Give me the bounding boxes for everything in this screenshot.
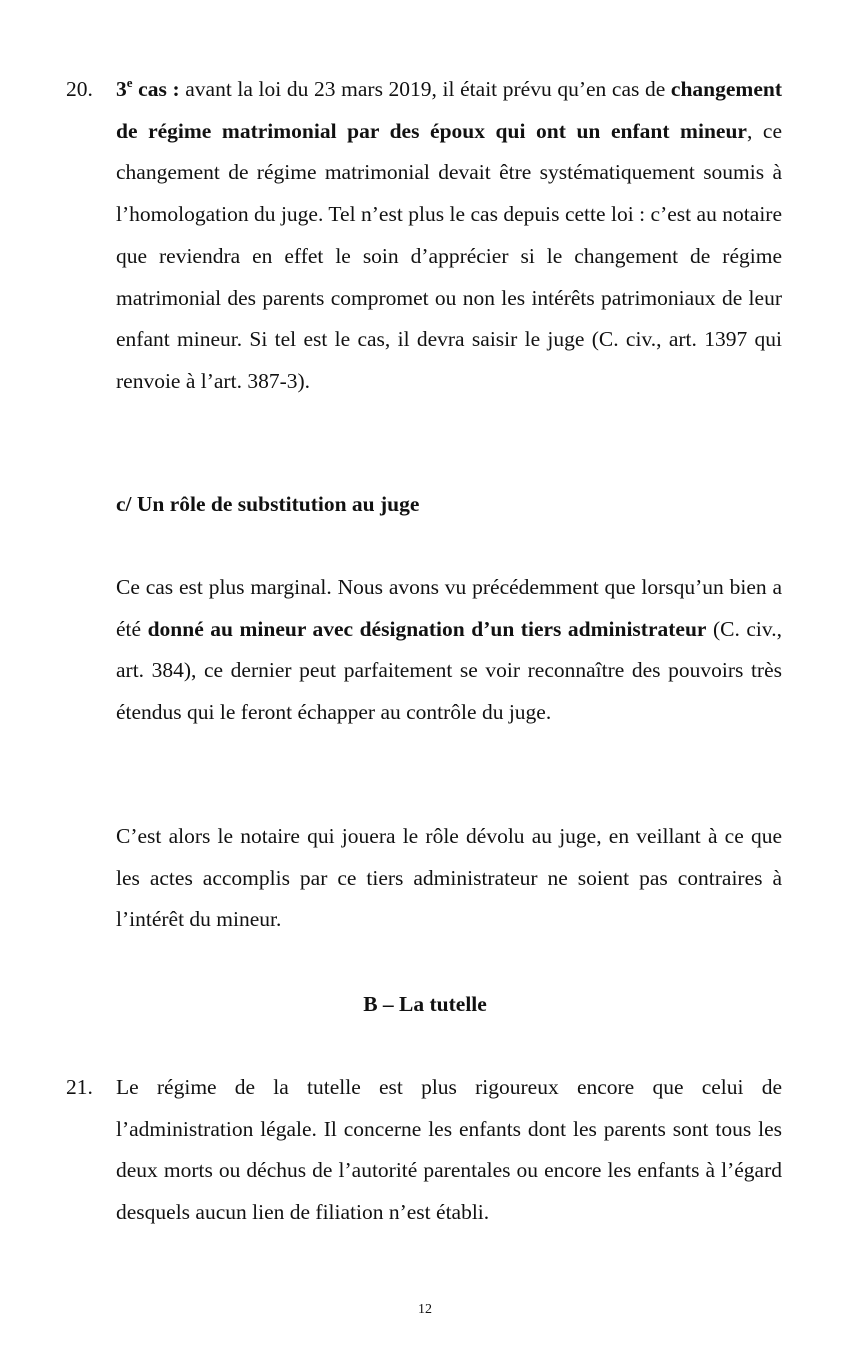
case-number: 3 bbox=[116, 77, 127, 101]
case-label bbox=[116, 77, 180, 101]
paragraph-20 bbox=[116, 69, 782, 403]
section-heading-c: c/ Un rôle de substitution au juge bbox=[116, 492, 420, 516]
paragraph-notaire: C’est alors le notaire qui jouera le rôle dévolu au juge, en veillant à ce que les actes accomplis par ce tiers administrateur ne soient pas contraires à l’intérêt du mineur. bbox=[116, 824, 782, 932]
paragraph-marginal-text-1: Ce cas est plus marginal. Nous avons vu précédemment que lorsqu’un bien a été bbox=[116, 575, 782, 641]
paragraph-marginal-bold-1: donné au mineur avec désignation d’un tiers administrateur bbox=[147, 616, 707, 641]
case-superscript: e bbox=[126, 75, 133, 90]
page-number: 12 bbox=[418, 1302, 432, 1317]
paragraph-marginal bbox=[116, 567, 782, 734]
paragraph-20-text-2: , ce changement de régime matrimonial devait être systématiquement soumis à l’homologation du juge. Tel n’est plus le cas depuis cette loi : c’est au notaire que reviendra en effet le soin d’apprécier si le changement de régime matrimonial des parents compromet ou non les intérêts patrimoniaux de leur enfant mineur. Si tel est le cas, il devra saisir le juge (C. civ., art. 1397 qui renvoie à l’art. 387-3). bbox=[116, 118, 782, 393]
paragraph-number-20: 20. bbox=[66, 77, 93, 101]
section-heading-b: B – La tutelle bbox=[363, 992, 487, 1016]
paragraph-21: Le régime de la tutelle est plus rigoureux encore que celui de l’administration légale. Il concerne les enfants dont les parents sont tous les deux morts ou déchus de l’autorité parentales ou encore les enfants à l’égard desquels aucun lien de filiation n’est établi. bbox=[116, 1075, 782, 1225]
case-word: cas : bbox=[132, 77, 180, 101]
paragraph-20-bold-1: changement de régime matrimonial par des époux qui ont un enfant mineur bbox=[116, 77, 782, 143]
paragraph-number-21: 21. bbox=[66, 1075, 93, 1099]
paragraph-marginal-text-2: (C. civ., art. 384), ce dernier peut parfaitement se voir reconnaître des pouvoirs très étendus qui le feront échapper au contrôle du juge. bbox=[116, 616, 783, 725]
paragraph-20-text-1: avant la loi du 23 mars 2019, il était prévu qu’en cas de bbox=[179, 77, 671, 101]
